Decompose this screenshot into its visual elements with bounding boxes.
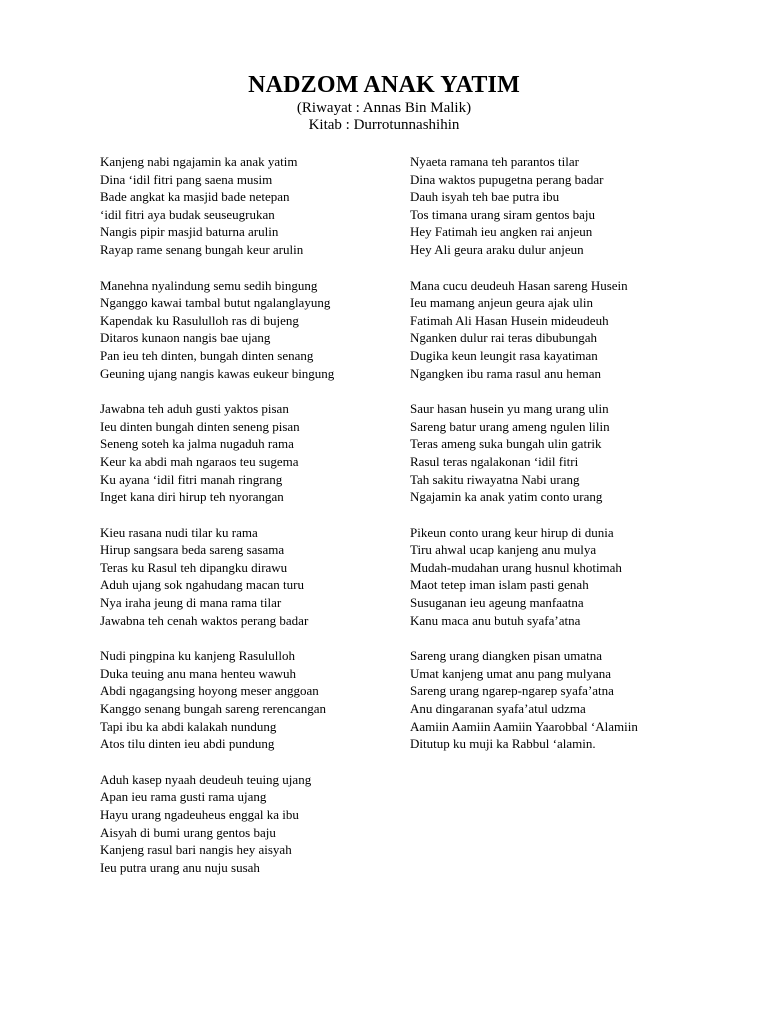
stanza — [410, 524, 710, 630]
verse-line: Ieu putra urang anu nuju susah — [100, 859, 260, 875]
stanza — [410, 400, 710, 506]
verse-line: Ditaros kunaon nangis bae ujang — [100, 330, 271, 346]
verse-line: Ku ayana ‘idil fitri manah ringrang — [100, 471, 283, 487]
verse-line: Dina ‘idil fitri pang saena musim — [100, 171, 273, 187]
verse-line: Nganggo kawai tambal butut ngalanglayung — [100, 295, 331, 311]
stanza — [100, 647, 400, 753]
verse-line: Ngajamin ka anak yatim conto urang — [410, 489, 603, 505]
page-header — [0, 70, 768, 134]
verse-line: Rasul teras ngalakonan ‘idil fitri — [410, 453, 579, 469]
verse-line: Hey Ali geura araku dulur anjeun — [410, 241, 584, 257]
stanza — [410, 647, 710, 753]
verse-line: Abdi ngagangsing hoyong meser anggoan — [100, 683, 319, 699]
verse-line: Rayap rame senang bungah keur arulin — [100, 241, 304, 257]
verse-line: ‘idil fitri aya budak seuseugrukan — [100, 206, 275, 222]
verse-line: Hirup sangsara beda sareng sasama — [100, 542, 285, 558]
verse-line: Dugika keun leungit rasa kayatiman — [410, 347, 598, 363]
verse-line: Apan ieu rama gusti rama ujang — [100, 789, 267, 805]
stanza — [100, 524, 400, 630]
verse-line: Mudah-mudahan urang husnul khotimah — [410, 559, 622, 575]
verse-line: Ieu mamang anjeun geura ajak ulin — [410, 295, 594, 311]
verse-line: Anu dingaranan syafa’atul udzma — [410, 701, 586, 717]
verse-line: Jawabna teh cenah waktos perang badar — [100, 612, 309, 628]
verse-line: Fatimah Ali Hasan Husein mideudeuh — [410, 312, 609, 328]
verse-line: Nyaeta ramana teh parantos tilar — [410, 154, 579, 169]
verse-line: Geuning ujang nangis kawas eukeur bingung — [100, 365, 335, 381]
verse-line: Sareng batur urang ameng ngulen lilin — [410, 418, 610, 434]
page-title: NADZOM ANAK YATIM — [248, 72, 520, 98]
verse-line: Inget kana diri hirup teh nyorangan — [100, 489, 284, 505]
stanza — [100, 771, 400, 877]
verse-line: Maot tetep iman islam pasti genah — [410, 577, 589, 593]
verse-line: Aisyah di bumi urang gentos baju — [100, 824, 276, 840]
stanza — [100, 277, 400, 383]
verse-line: Sareng urang diangken pisan umatna — [410, 648, 603, 664]
left-column — [100, 153, 400, 894]
verse-line: Kanjeng nabi ngajamin ka anak yatim — [100, 154, 298, 169]
verse-line: Nya iraha jeung di mana rama tilar — [100, 595, 282, 611]
verse-line: Manehna nyalindung semu sedih bingung — [100, 277, 318, 293]
verse-line: Kanu maca anu butuh syafa’atna — [410, 612, 581, 628]
verse-line: Dauh isyah teh bae putra ibu — [410, 189, 560, 205]
verse-line: Hey Fatimah ieu angken rai anjeun — [410, 224, 593, 240]
verse-line: Bade angkat ka masjid bade netepan — [100, 189, 290, 205]
stanza — [100, 400, 400, 506]
verse-line: Nudi pingpina ku kanjeng Rasululloh — [100, 648, 295, 664]
verse-line: Susuganan ieu ageung manfaatna — [410, 595, 584, 611]
verse-line: Aamiin Aamiin Aamiin Yaarobbal ‘Alamiin — [410, 718, 638, 734]
verse-line: Dina waktos pupugetna perang badar — [410, 171, 604, 187]
verse-line: Duka teuing anu mana henteu wawuh — [100, 665, 297, 681]
verse-line: Ieu dinten bungah dinten seneng pisan — [100, 418, 300, 434]
kitab-subtitle: Kitab : Durrotunnashihin — [308, 117, 460, 133]
verse-line: Aduh kasep nyaah deudeuh teuing ujang — [100, 771, 312, 787]
verse-line: Ngangken ibu rama rasul anu heman — [410, 365, 601, 381]
verse-line: Mana cucu deudeuh Hasan sareng Husein — [410, 277, 628, 293]
verse-line: Aduh ujang sok ngahudang macan turu — [100, 577, 304, 593]
verse-line: Kapendak ku Rasululloh ras di bujeng — [100, 312, 299, 328]
verse-line: Kanggo senang bungah sareng rerencangan — [100, 701, 326, 717]
verse-line: Jawabna teh aduh gusti yaktos pisan — [100, 401, 289, 417]
verse-line: Seneng soteh ka jalma nugaduh rama — [100, 436, 294, 452]
verse-line: Saur hasan husein yu mang urang ulin — [410, 401, 609, 417]
verse-line: Keur ka abdi mah ngaraos teu sugema — [100, 453, 299, 469]
verse-line: Tiru ahwal ucap kanjeng anu mulya — [410, 542, 597, 558]
verse-line: Hayu urang ngadeuheus enggal ka ibu — [100, 807, 299, 822]
verse-line: Kieu rasana nudi tilar ku rama — [100, 524, 258, 540]
verse-line: Teras ku Rasul teh dipangku dirawu — [100, 559, 288, 575]
stanza — [100, 153, 400, 259]
riwayat-subtitle: (Riwayat : Annas Bin Malik) — [296, 100, 472, 116]
verse-line: Ditutup ku muji ka Rabbul ‘alamin. — [410, 736, 596, 752]
stanza — [410, 153, 710, 259]
stanza — [410, 277, 710, 383]
verse-line: Kanjeng rasul bari nangis hey aisyah — [100, 842, 292, 858]
right-column — [410, 153, 710, 771]
verse-line: Nganken dulur rai teras dibubungah — [410, 330, 598, 346]
verse-line: Pan ieu teh dinten, bungah dinten senang — [100, 347, 314, 363]
verse-line: Umat kanjeng umat anu pang mulyana — [410, 665, 612, 681]
verse-line: Teras ameng suka bungah ulin gatrik — [410, 436, 602, 452]
verse-line: Tos timana urang siram gentos baju — [410, 206, 596, 222]
verse-line: Tapi ibu ka abdi kalakah nundung — [100, 718, 277, 734]
verse-line: Sareng urang ngarep-ngarep syafa’atna — [410, 683, 614, 699]
verse-line: Pikeun conto urang keur hirup di dunia — [410, 524, 614, 540]
verse-line: Atos tilu dinten ieu abdi pundung — [100, 736, 275, 752]
verse-line: Tah sakitu riwayatna Nabi urang — [410, 471, 580, 487]
verse-line: Nangis pipir masjid baturna arulin — [100, 224, 279, 240]
